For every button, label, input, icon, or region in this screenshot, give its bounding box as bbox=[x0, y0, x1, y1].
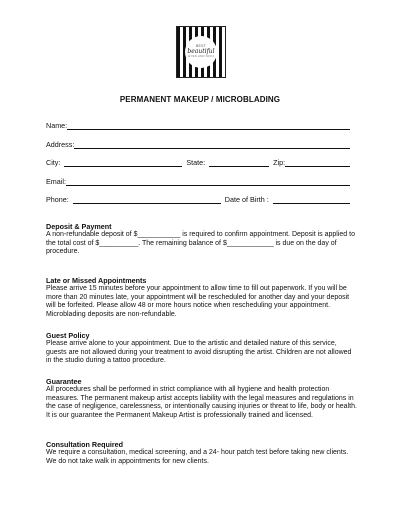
phone-label: Phone: bbox=[46, 195, 69, 204]
logo-badge bbox=[185, 36, 217, 68]
section-body: Please arrive 15 minutes before your appointment to allow time to fill out paperwork. If you will be more than 20 minutes late, your appointment will be rescheduled for another day and your deposit will be forfeited. Please allow 48 or more hours notice when rescheduling your appointment. Microblading deposits are non-refundable. bbox=[46, 285, 350, 318]
section-heading: Guest Policy bbox=[46, 331, 90, 340]
phone-dob-row bbox=[46, 194, 350, 204]
dob-field[interactable] bbox=[273, 195, 350, 204]
name-field[interactable] bbox=[67, 121, 350, 130]
logo-line-2: beautiful bbox=[187, 48, 215, 56]
zip-field[interactable] bbox=[285, 158, 350, 167]
state-label: State: bbox=[186, 158, 206, 167]
email-row bbox=[46, 176, 350, 186]
section-body: Please arrive alone to your appointment. Due to the artistic and detailed nature of this service, guests are not allowed during your treatment to avoid disrupting the artist. Children are not allowed in the studio during a tattoo procedure. bbox=[46, 340, 352, 365]
section-heading: Late or Missed Appointments bbox=[46, 276, 147, 285]
form-title: PERMANENT MAKEUP / MICROBLADING bbox=[119, 95, 281, 104]
section-body: We require a consultation, medical screening, and a 24- hour patch test before taking new clients. We do not take walk in appointments for new clients. bbox=[46, 449, 349, 465]
section-heading: Consultation Required bbox=[46, 440, 124, 449]
city-state-zip-row bbox=[46, 157, 350, 167]
section-body: A non-refundable deposit of $___________ is required to confirm appointment. Deposit is applied to the total cost of $__________. The remaining balance of $____________ is due on the day of procedure. bbox=[46, 231, 355, 256]
late-missed-section bbox=[46, 276, 358, 319]
zip-label: Zip: bbox=[273, 158, 286, 167]
section-body: All procedures shall be performed in strict compliance with all hygiene and health protection measures. The permanent makeup artist accepts liability with the legal measures and regulations in the case of negligence, carelessness, or intentionally causing injuries or threat to life, body or health. It is our guarantee the Permanent Makeup Artist is professionally trained and licensed. bbox=[46, 386, 357, 419]
city-field[interactable] bbox=[64, 158, 182, 167]
logo-line-1: BEST bbox=[195, 44, 207, 49]
studio-logo bbox=[176, 26, 226, 78]
email-label: Email: bbox=[46, 177, 66, 186]
email-field[interactable] bbox=[66, 177, 350, 186]
section-heading: Deposit & Payment bbox=[46, 222, 112, 231]
address-row bbox=[46, 139, 350, 149]
state-field[interactable] bbox=[209, 158, 269, 167]
phone-field[interactable] bbox=[73, 195, 221, 204]
address-field[interactable] bbox=[74, 140, 350, 149]
city-label: City: bbox=[46, 158, 61, 167]
consultation-section bbox=[46, 440, 358, 466]
guarantee-section bbox=[46, 377, 358, 420]
deposit-payment-section bbox=[46, 222, 358, 257]
section-heading: Guarantee bbox=[46, 377, 82, 386]
name-label: Name: bbox=[46, 121, 68, 130]
logo-line-3: EYES AND SKIN bbox=[188, 54, 214, 59]
guest-policy-section bbox=[46, 331, 358, 366]
dob-label: Date of Birth : bbox=[224, 195, 269, 204]
address-label: Address: bbox=[46, 140, 75, 149]
name-row bbox=[46, 120, 350, 130]
